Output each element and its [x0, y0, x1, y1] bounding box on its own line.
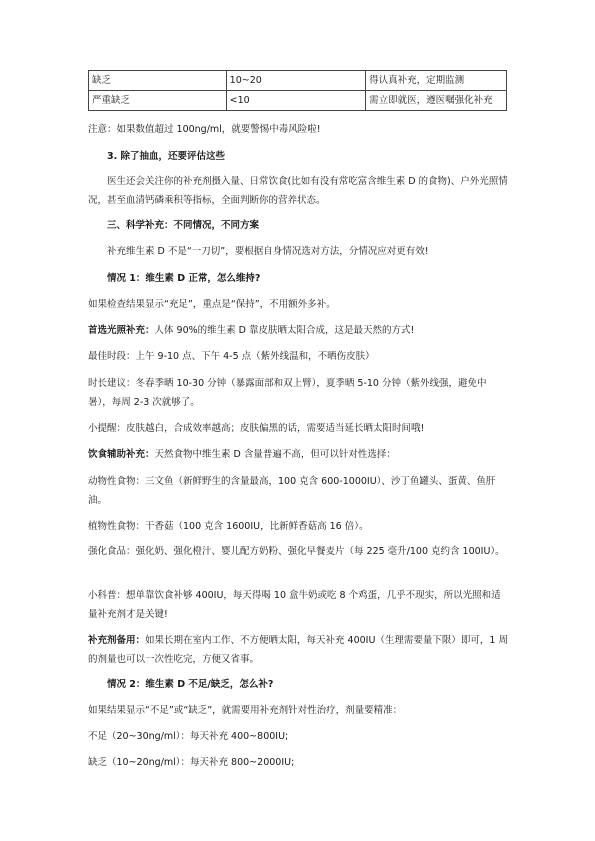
best-time-paragraph: 最佳时段：上午 9-10 点、下午 4-5 点（紫外线温和，不晒伤皮肤） — [88, 351, 375, 362]
case-2-heading: 情况 2：维生素 D 不足/缺乏，怎么补? — [107, 679, 274, 690]
part-3-intro: 补充维生素 D 不是“一刀切”，要根据自身情况选对方法，分情况应对更有效! — [107, 246, 429, 257]
table-cell-level: 严重缺乏 — [89, 91, 227, 111]
insufficient-dose: 不足（20~30ng/ml）：每天补充 400~800IU; — [88, 731, 289, 742]
supplement-text: 如果长期在室内工作、不方便晒太阳，每天补充 400IU（生理需要量下限）即可，1 周的剂量也可以一次性吃完，方便又省事。 — [88, 635, 508, 665]
case-2-intro: 如果结果显示“不足”或“缺乏”，就需要用补充剂针对性治疗，剂量要精准： — [88, 705, 403, 716]
diet-paragraph — [88, 445, 508, 464]
sunlight-paragraph — [88, 321, 508, 340]
deficient-dose: 缺乏（10~20ng/ml）：每天补充 800~2000IU; — [88, 757, 295, 768]
case-1-intro: 如果检查结果显示“充足”，重点是“保持”，不用额外多补。 — [88, 299, 336, 310]
sunlight-text: 人体 90%的维生素 D 靠皮肤晒太阳合成，这是最天然的方式! — [154, 325, 415, 336]
supplement-label: 补充剂备用： — [88, 635, 146, 646]
sunlight-label: 首选光照补充： — [88, 325, 155, 336]
table-row — [89, 71, 507, 91]
table-cell-advice: 得认真补充，定期监测 — [366, 71, 507, 91]
skin-tip-paragraph: 小提醒：皮肤越白，合成效率越高；皮肤偏黑的话，需要适当延长晒太阳时间哦! — [88, 423, 425, 434]
table-cell-range: <10 — [226, 91, 365, 111]
section-3-body: 医生还会关注你的补充剂摄入量、日常饮食(比如有没有常吃富含维生素 D 的食物)、户外光照情况，甚至血清钙磷乘积等指标，全面判断你的营养状态。 — [88, 176, 508, 206]
table-row — [89, 91, 507, 111]
fortified-food-paragraph: 强化食品：强化奶、强化橙汁、婴儿配方奶粉、强化早餐麦片（每 225 毫升/100 克约含 100IU）。 — [88, 546, 505, 557]
plant-food-paragraph: 植物性食物：干香菇（100 克含 1600IU，比新鲜香菇高 16 倍）。 — [88, 521, 369, 532]
vitamin-d-level-table — [88, 70, 507, 111]
table-cell-advice: 需立即就医，遵医嘱强化补充 — [366, 91, 507, 111]
duration-paragraph: 时长建议：冬春季晒 10-30 分钟（暴露面部和双上臂），夏季晒 5-10 分钟（紫外线强，避免中暑），每周 2-3 次就够了。 — [88, 378, 487, 408]
science-tip-paragraph: 小科普：想单靠饮食补够 400IU，每天得喝 10 盒牛奶或吃 8 个鸡蛋，几乎不现实，所以光照和适量补充剂才是关键! — [88, 590, 501, 620]
overdose-note: 注意：如果数值超过 100ng/ml，就要警惕中毒风险啦! — [88, 124, 321, 135]
case-1-heading: 情况 1：维生素 D 正常，怎么维持? — [107, 273, 261, 284]
diet-label: 饮食辅助补充： — [88, 449, 155, 460]
animal-food-paragraph: 动物性食物：三文鱼（新鲜野生的含量最高，100 克含 600-1000IU）、沙丁鱼罐头、蛋黄、鱼肝油。 — [88, 476, 496, 506]
supplement-paragraph — [88, 631, 508, 669]
section-3-heading: 3. 除了抽血，还要评估这些 — [107, 151, 226, 162]
part-3-heading: 三、科学补充：不同情况，不同方案 — [107, 220, 260, 231]
table-cell-level: 缺乏 — [89, 71, 227, 91]
diet-text: 天然食物中维生素 D 含量普遍不高，但可以针对性选择： — [154, 449, 396, 460]
table-cell-range: 10~20 — [226, 71, 365, 91]
